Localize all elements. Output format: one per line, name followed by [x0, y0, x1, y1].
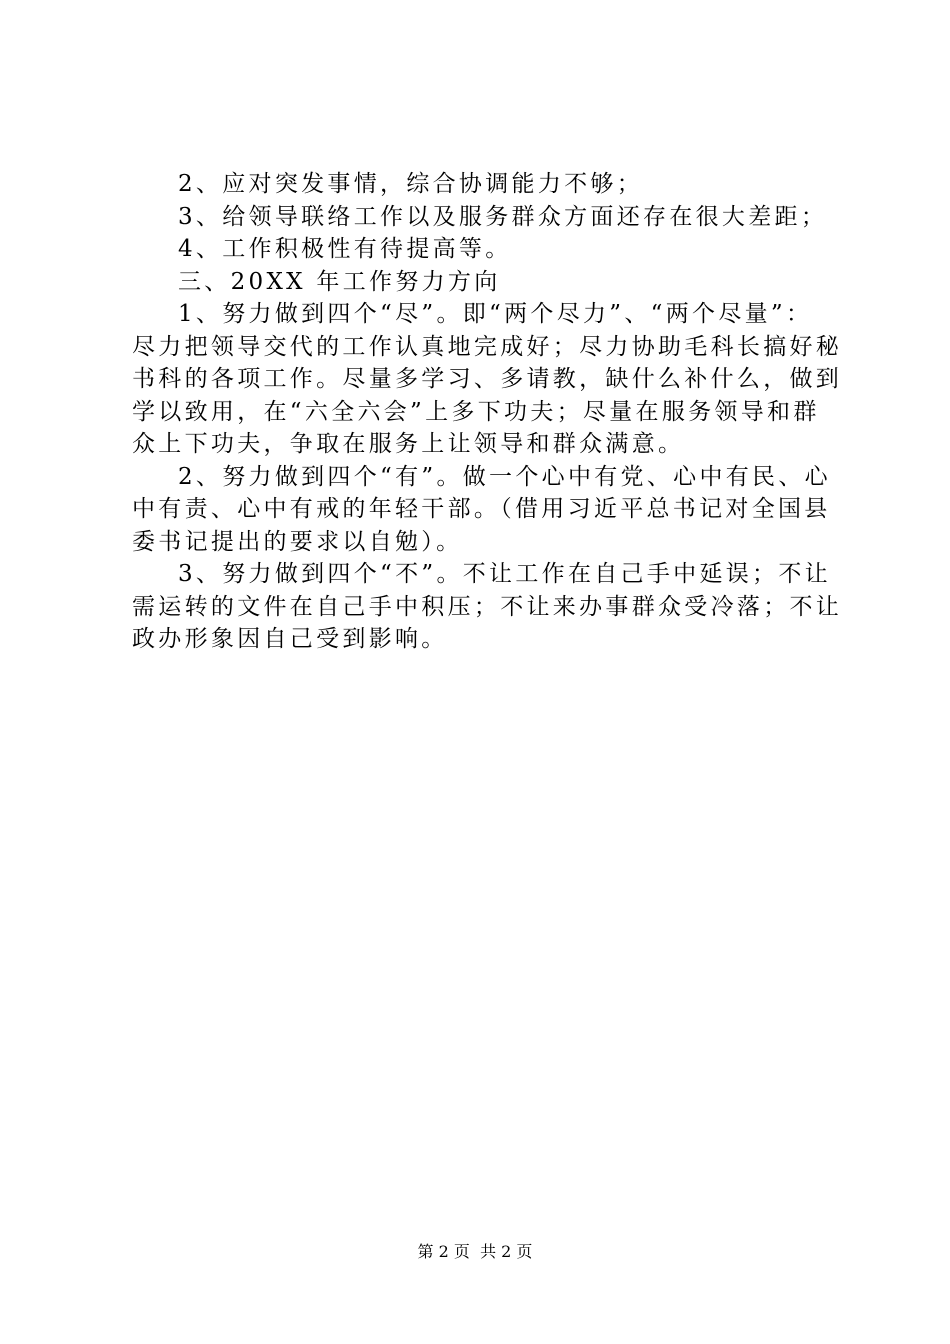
section-heading: 三、20XX 年工作努力方向 — [178, 268, 501, 295]
text-line: 学以致用，在“六全六会”上多下功夫；尽量在服务领导和群 — [132, 398, 820, 425]
text-line: 1、努力做到四个“尽”。即“两个尽力”、“两个尽量”： — [178, 301, 813, 327]
text-line: 尽力把领导交代的工作认真地完成好；尽力协助毛科长搞好秘 — [132, 333, 843, 360]
text-line: 3、给领导联络工作以及服务群众方面还存在很大差距； — [178, 203, 828, 230]
document-body — [132, 168, 843, 656]
text-line: 2、应对突发事情，综合协调能力不够； — [178, 171, 644, 197]
text-line: 3、努力做到四个“不”。不让工作在自己手中延误；不让 — [178, 561, 831, 587]
text-line: 众上下功夫，争取在服务上让领导和群众满意。 — [132, 431, 685, 457]
text-line: 政办形象因自己受到影响。 — [132, 626, 448, 652]
text-line: 4、工作积极性有待提高等。 — [178, 236, 512, 262]
text-line: 需运转的文件在自己手中积压；不让来办事群众受冷落；不让 — [132, 593, 843, 620]
text-line: 书科的各项工作。尽量多学习、多请教，缺什么补什么，做到 — [132, 366, 843, 392]
text-line: 委书记提出的要求以自勉）。 — [132, 528, 463, 555]
text-line: 2、努力做到四个“有”。做一个心中有党、心中有民、心 — [178, 463, 831, 490]
text-line: 中有责、心中有戒的年轻干部。（借用习近平总书记对全国县 — [132, 496, 831, 522]
page-number-footer: 第 2 页 共 2 页 — [417, 1242, 533, 1261]
